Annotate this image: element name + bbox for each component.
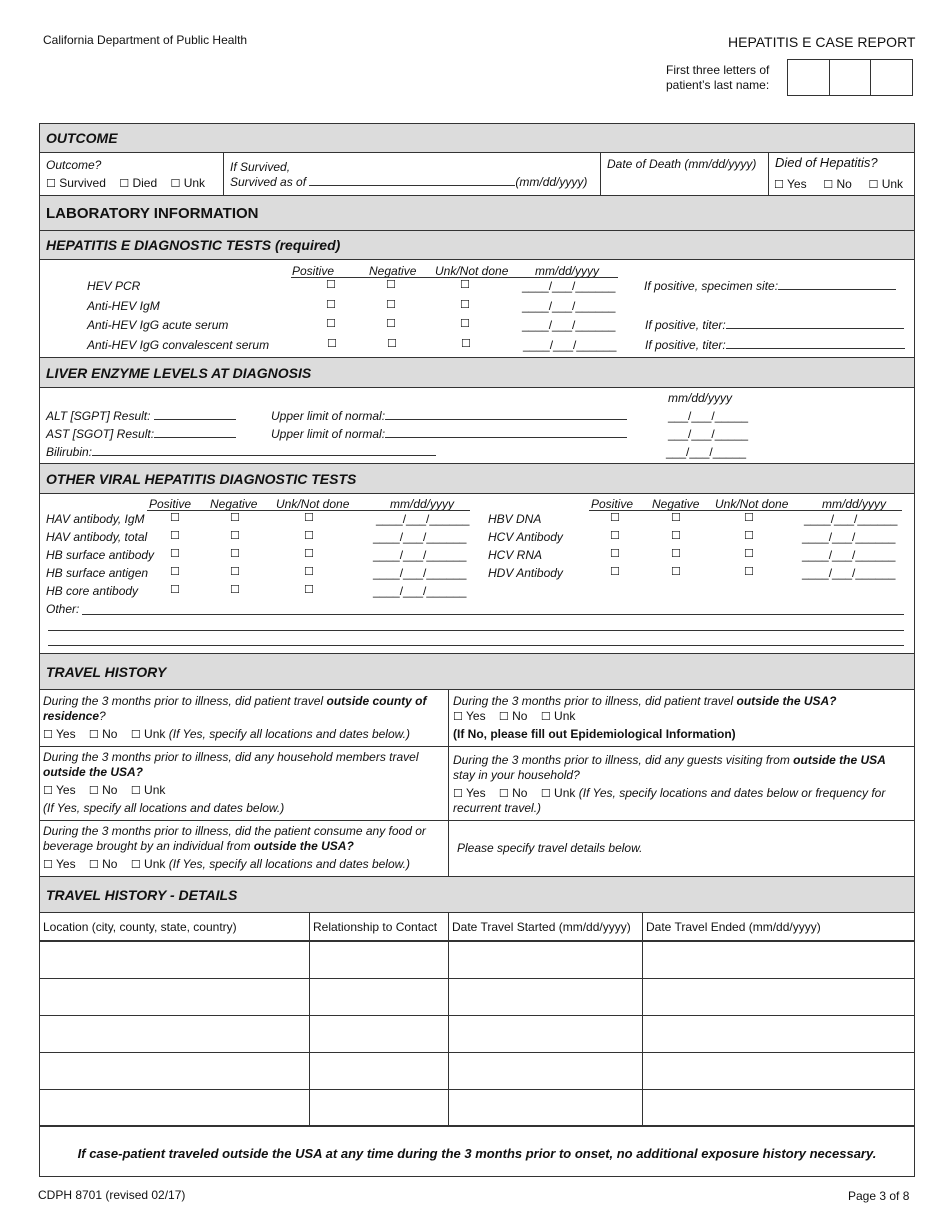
checkbox-icon[interactable]: ☐ [387,337,397,350]
opt-no: No [102,783,118,797]
page-number: Page 3 of 8 [848,1189,910,1203]
col-unk: Unk/Not done [276,497,350,511]
specify-note: (If Yes, specify all locations and dates below.) [168,857,410,871]
checkbox-icon[interactable]: ☐ [610,565,620,578]
q-text: During the 3 months prior to illness, did patient travel [453,694,737,708]
q1-options[interactable] [43,727,410,742]
test-name: HCV RNA [488,548,543,562]
checkbox-icon[interactable]: ☐ [671,511,681,524]
field-blank[interactable] [92,445,436,456]
specify-note: (If Yes, specify all locations and dates below.) [168,727,410,741]
test-name: HDV Antibody [488,566,563,580]
col-date-started: Date Travel Started (mm/dd/yyyy) [452,920,631,934]
section-travel-history: TRAVEL HISTORY [40,653,914,690]
alt-uln-field[interactable] [271,409,627,423]
lastname-label-1: First three letters of [666,63,770,77]
q3-options[interactable] [43,783,165,798]
opt-yes: Yes [56,783,76,797]
col-location: Location (city, county, state, country) [43,920,237,934]
checkbox-icon[interactable]: ☐ [671,547,681,560]
test-name: HB core antibody [46,584,139,598]
opt-no: No [512,786,528,800]
ast-uln-field[interactable] [271,427,627,441]
checkbox-icon[interactable]: ☐ [610,547,620,560]
q-text: ? [99,709,106,723]
divider [40,820,914,821]
bilirubin-field[interactable] [46,445,436,459]
opt-unk: Unk [881,177,904,191]
opt-yes: Yes [787,177,807,191]
test-name: HB surface antigen [46,566,149,580]
checkbox-icon[interactable]: ☐ [460,298,470,311]
table-row-line [40,1052,914,1053]
checkbox-icon[interactable]: ☐ [230,547,240,560]
checkbox-icon[interactable]: ☐ [386,298,396,311]
titer-label: If positive, titer: [645,338,726,352]
died-options[interactable] [774,177,903,192]
q-text: During the 3 months prior to illness, did any guests visiting from [453,753,794,767]
table-col-line [642,913,643,1126]
q-food [43,824,426,854]
divider [768,153,769,195]
table-header-bottom [40,940,914,942]
col-relationship: Relationship to Contact [313,920,438,934]
section-liver-enzymes: LIVER ENZYME LEVELS AT DIAGNOSIS [40,357,914,388]
letter-box-divider [829,60,830,95]
field-blank[interactable] [385,427,627,438]
ast-result-field[interactable] [46,427,236,441]
table-bottom [40,1125,914,1127]
checkbox-icon[interactable]: ☐ [386,278,396,291]
checkbox-icon[interactable]: ☐ [774,178,784,191]
date-blank[interactable]: ____/___/______ [522,299,616,313]
checkbox-icon[interactable]: ☐ [327,337,337,350]
opt-no: No [836,177,852,191]
checkbox-icon[interactable]: ☐ [304,565,314,578]
section-travel-details: TRAVEL HISTORY - DETAILS [40,876,914,913]
survived-label: If Survived, [230,160,291,174]
q-text-bold: outside the USA? [253,839,354,853]
checkbox-icon[interactable]: ☐ [43,858,53,871]
checkbox-icon[interactable]: ☐ [744,565,754,578]
checkbox-icon[interactable]: ☐ [610,529,620,542]
other-line[interactable] [48,645,904,646]
field-blank[interactable] [385,409,627,420]
checkbox-icon[interactable]: ☐ [460,317,470,330]
checkbox-icon[interactable]: ☐ [671,565,681,578]
date-blank[interactable]: ____/___/______ [804,512,898,526]
section-outcome: OUTCOME [40,123,914,153]
checkbox-icon[interactable]: ☐ [304,529,314,542]
opt-yes: Yes [56,727,76,741]
checkbox-icon[interactable]: ☐ [326,298,336,311]
checkbox-icon[interactable]: ☐ [170,177,181,190]
uln-label: Upper limit of normal: [271,427,386,441]
col-unk: Unk/Not done [435,264,509,278]
date-blank[interactable]: ____/___/______ [373,566,467,580]
opt-died: Died [132,176,158,190]
checkbox-icon[interactable]: ☐ [868,178,879,191]
checkbox-icon[interactable]: ☐ [461,337,471,350]
section-laboratory: LABORATORY INFORMATION [40,195,914,231]
checkbox-icon[interactable]: ☐ [671,529,681,542]
specimen-site-field[interactable] [644,279,896,293]
col-date: mm/dd/yyyy [535,264,600,278]
died-of-hepatitis-label: Died of Hepatitis? [775,155,878,170]
checkbox-icon[interactable]: ☐ [453,710,463,723]
q2-options[interactable] [453,709,575,724]
q-text: During the 3 months prior to illness, did any household members travel [43,750,419,764]
checkbox-icon[interactable]: ☐ [304,547,314,560]
checkbox-icon[interactable]: ☐ [326,278,336,291]
checkbox-icon[interactable]: ☐ [88,858,99,871]
titer-field[interactable] [645,338,905,352]
q4-options[interactable] [453,786,885,801]
opt-unk: Unk [144,783,166,797]
q-text-bold: residence [43,709,100,723]
date-of-death-label: Date of Death (mm/dd/yyyy) [607,157,757,171]
q-text-bold: outside the USA? [43,765,144,779]
form-frame [39,123,915,1177]
opt-no: No [102,857,118,871]
outcome-options[interactable] [46,176,205,191]
test-name: HEV PCR [87,279,141,293]
table-row-line [40,1089,914,1090]
date-blank[interactable]: ____/___/______ [523,338,617,352]
opt-yes: Yes [466,786,486,800]
q3-specify: (If Yes, specify all locations and dates below.) [43,801,285,815]
letter-box-divider [870,60,871,95]
q-text-bold: outside county of [326,694,427,708]
checkbox-icon[interactable]: ☐ [130,784,141,797]
last-name-letter-boxes[interactable] [787,59,913,96]
checkbox-icon[interactable]: ☐ [88,784,99,797]
travel-details-note: Please specify travel details below. [457,841,643,855]
other-label: Other: [46,602,80,616]
q-outside-usa [453,694,837,708]
col-negative: Negative [369,264,417,278]
checkbox-icon[interactable]: ☐ [130,858,141,871]
q-text: During the 3 months prior to illness, did the patient consume any food or [43,824,426,838]
survived-as-of-label: Survived as of [230,175,307,189]
opt-unk: Unk [144,727,166,741]
checkbox-icon[interactable]: ☐ [170,547,180,560]
checkbox-icon[interactable]: ☐ [230,529,240,542]
test-name: Anti-HEV IgG convalescent serum [87,338,270,352]
liver-date-header: mm/dd/yyyy [668,391,733,405]
checkbox-icon[interactable]: ☐ [130,728,141,741]
col-date-ended: Date Travel Ended (mm/dd/yyyy) [646,920,821,934]
opt-unk: Unk [144,857,166,871]
checkbox-icon[interactable]: ☐ [460,278,470,291]
q-outside-county [43,694,426,724]
checkbox-icon[interactable]: ☐ [170,565,180,578]
table-col-line [309,913,310,1126]
q-text: During the 3 months prior to illness, did patient travel [43,694,327,708]
date-blank[interactable]: ____/___/______ [802,548,896,562]
q-text: stay in your household? [453,768,580,782]
checkbox-icon[interactable]: ☐ [386,317,396,330]
checkbox-icon[interactable]: ☐ [498,710,509,723]
checkbox-icon[interactable]: ☐ [88,728,99,741]
checkbox-icon[interactable]: ☐ [540,710,551,723]
q-text: beverage brought by an individual from [43,839,254,853]
q-household [43,750,419,780]
opt-unk: Unk [183,176,206,190]
checkbox-icon[interactable]: ☐ [540,787,551,800]
checkbox-icon[interactable]: ☐ [230,583,240,596]
date-blank[interactable]: ____/___/______ [376,512,470,526]
bilirubin-label: Bilirubin: [46,445,93,459]
date-blank[interactable]: ____/___/______ [522,318,616,332]
date-blank[interactable]: ____/___/______ [802,530,896,544]
test-name: HCV Antibody [488,530,563,544]
alt-result-field[interactable] [46,409,236,423]
outcome-label: Outcome? [46,158,102,172]
q4-specify-2: recurrent travel.) [453,801,542,815]
date-blank[interactable]: ___/___/_____ [666,445,747,459]
col-positive: Positive [591,497,634,511]
table-col-line [448,913,449,1126]
form-title: HEPATITIS E CASE REPORT [728,34,916,50]
field-blank[interactable] [726,318,904,329]
opt-unk: Unk [554,709,576,723]
specimen-site-label: If positive, specimen site: [644,279,779,293]
date-blank[interactable]: ____/___/______ [373,530,467,544]
opt-no: No [102,727,118,741]
survived-as-of-field[interactable] [230,175,587,189]
checkbox-icon[interactable]: ☐ [498,787,509,800]
uln-label: Upper limit of normal: [271,409,386,423]
checkbox-icon[interactable]: ☐ [744,529,754,542]
field-blank[interactable] [778,279,896,290]
date-blank[interactable]: ____/___/______ [373,548,467,562]
table-row-line [40,1015,914,1016]
checkbox-icon[interactable]: ☐ [744,511,754,524]
checkbox-icon[interactable]: ☐ [453,787,463,800]
travel-outside-usa-note: If case-patient traveled outside the USA at any time during the 3 months prior to onset, no additional exposure history necessary. [77,1146,877,1161]
q-guests [453,753,886,783]
divider [40,746,914,747]
test-name: HAV antibody, total [46,530,148,544]
divider [600,153,601,195]
table-row-line [40,978,914,979]
checkbox-icon[interactable]: ☐ [823,178,834,191]
checkbox-icon[interactable]: ☐ [43,728,53,741]
checkbox-icon[interactable]: ☐ [230,565,240,578]
lastname-label-2: patient’s last name: [666,78,770,92]
date-blank[interactable]: ___/___/_____ [668,427,749,441]
specify-note: (If Yes, specify locations and dates below or frequency for [578,786,886,800]
survived-date-blank[interactable] [309,175,515,186]
checkbox-icon[interactable]: ☐ [43,784,53,797]
checkbox-icon[interactable]: ☐ [326,317,336,330]
form-number: CDPH 8701 (revised 02/17) [38,1188,186,1202]
opt-yes: Yes [466,709,486,723]
checkbox-icon[interactable]: ☐ [170,529,180,542]
header-underline [291,277,618,278]
checkbox-icon[interactable]: ☐ [230,511,240,524]
date-blank[interactable]: ____/___/______ [802,566,896,580]
test-name: Anti-HEV IgM [87,299,160,313]
titer-label: If positive, titer: [645,318,726,332]
opt-yes: Yes [56,857,76,871]
field-blank[interactable] [154,409,236,420]
test-name: Anti-HEV IgG acute serum [87,318,229,332]
opt-no: No [512,709,528,723]
q2-note: (If No, please fill out Epidemiological Information) [453,727,736,741]
col-negative: Negative [210,497,258,511]
col-positive: Positive [292,264,335,278]
other-line[interactable] [48,630,904,631]
divider [448,690,449,876]
checkbox-icon[interactable]: ☐ [304,583,314,596]
test-name: HAV antibody, IgM [46,512,145,526]
col-unk: Unk/Not done [715,497,789,511]
titer-field[interactable] [645,318,904,332]
col-date: mm/dd/yyyy [390,497,455,511]
date-blank[interactable]: ___/___/_____ [668,409,749,423]
checkbox-icon[interactable]: ☐ [304,511,314,524]
checkbox-icon[interactable]: ☐ [170,583,180,596]
section-other-viral: OTHER VIRAL HEPATITIS DIAGNOSTIC TESTS [40,463,914,494]
alt-label: ALT [SGPT] Result: [46,409,151,423]
agency-name: California Department of Public Health [43,33,248,47]
col-date: mm/dd/yyyy [822,497,887,511]
divider [223,153,224,195]
ast-label: AST [SGOT] Result: [46,427,155,441]
col-positive: Positive [149,497,192,511]
date-blank[interactable]: ____/___/______ [522,279,616,293]
q5-options[interactable] [43,857,410,872]
date-blank[interactable]: ____/___/______ [373,584,467,598]
opt-survived: Survived [59,176,106,190]
section-hepe-tests: HEPATITIS E DIAGNOSTIC TESTS (required) [40,230,914,260]
other-line[interactable] [82,614,904,615]
checkbox-icon[interactable]: ☐ [170,511,180,524]
checkbox-icon[interactable]: ☐ [46,177,56,190]
test-name: HBV DNA [488,512,542,526]
test-name: HB surface antibody [46,548,155,562]
opt-unk: Unk [554,786,576,800]
date-format: (mm/dd/yyyy) [515,175,588,189]
checkbox-icon[interactable]: ☐ [744,547,754,560]
checkbox-icon[interactable]: ☐ [610,511,620,524]
checkbox-icon[interactable]: ☐ [119,177,130,190]
q-text-bold: outside the USA [793,753,886,767]
field-blank[interactable] [154,427,236,438]
q-text-bold: outside the USA? [736,694,837,708]
col-negative: Negative [652,497,700,511]
field-blank[interactable] [726,338,905,349]
